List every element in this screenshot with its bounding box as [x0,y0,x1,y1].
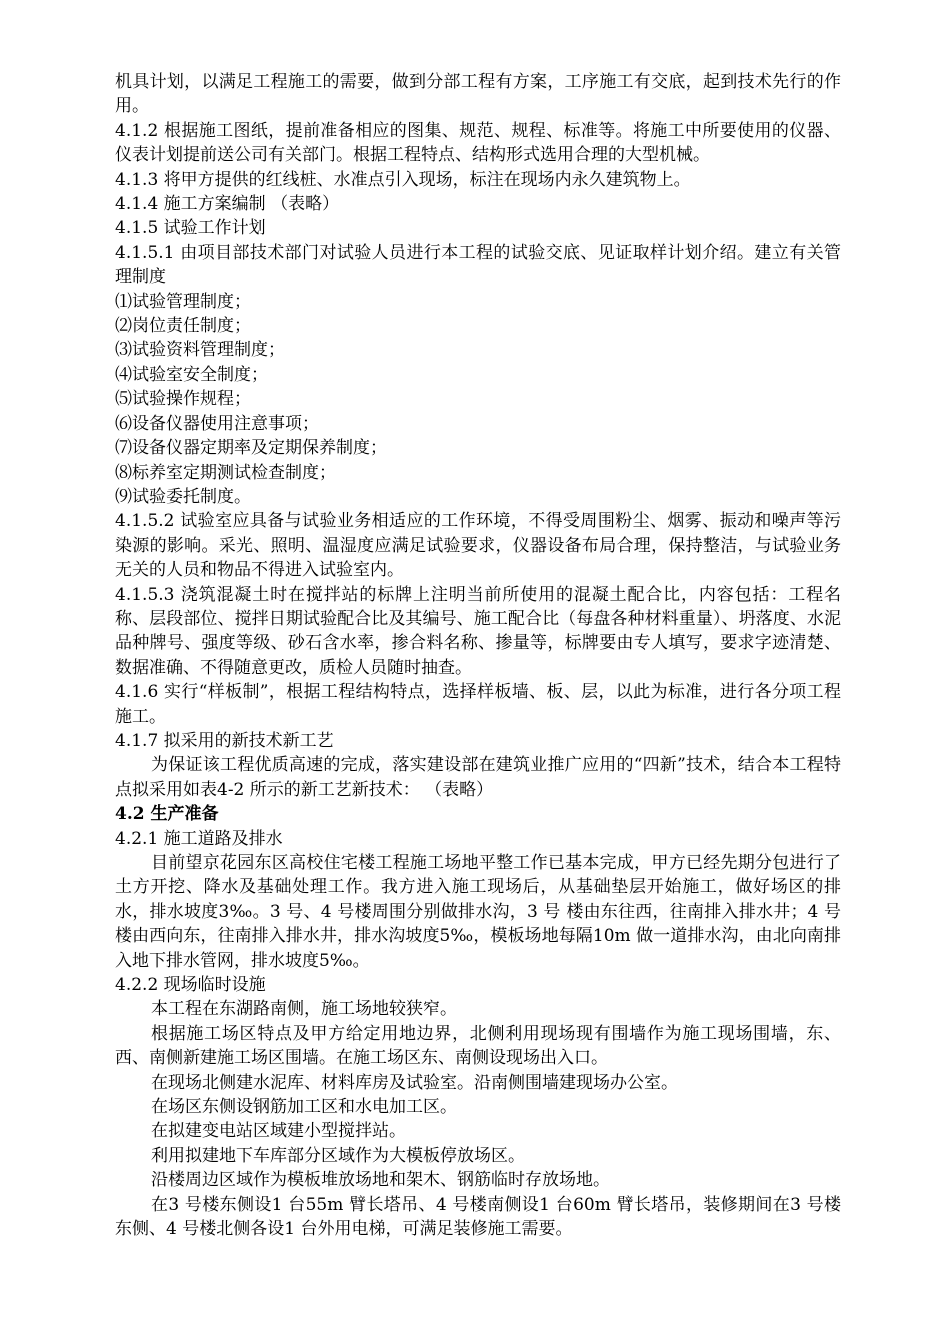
heading-4-1-5-2: 4.1.5.2 试验室应具备与试验业务相适应的工作环境，不得受周围粉尘、烟雾、振动和噪声等污染源的影响。采光、照明、温湿度应满足试验要求，仪器设备布局合理，保持整洁，与试验业务无关的人员和物品不得进入试验室内。 [115,511,841,581]
heading-4-2-2: 4.2.2 现场临时设施 [115,975,266,996]
heading-4-2-1: 4.2.1 施工道路及排水 [115,828,283,849]
heading-4-1-5-1: 4.1.5.1 由项目部技术部门对试验人员进行本工程的试验交底、见证取样计划介绍。建立有关管理制度 [115,242,841,288]
heading-4-1-5-3: 4.1.5.3 浇筑混凝土时在搅拌站的标牌上注明当前所使用的混凝土配合比，内容包括：工程名称、层段部位、搅拌日期试验配合比及其编号、施工配合比（每盘各种材料重量）、坍落度、水泥品种牌号、强度等级、砂石含水率，掺合料名称、掺量等，标牌要由专人填写，要求字迹清楚、数据准确、不得随意更改，质检人员随时抽查。 [115,584,841,678]
list-item: ⑶试验资料管理制度； [115,340,285,361]
list-item: ⑴试验管理制度； [115,291,251,312]
paragraph-4-2-2-body: 在拟建变电站区域建小型搅拌站。 [151,1121,406,1142]
heading-4-1-3: 4.1.3 将甲方提供的红线桩、水准点引入现场，标注在现场内永久建筑物上。 [115,169,691,190]
list-item: ⑵岗位责任制度； [115,316,251,337]
list-item: ⑷试验室安全制度； [115,364,268,385]
paragraph-4-2-2-body: 本工程在东湖路南侧，施工场地较狭窄。 [151,999,457,1020]
paragraph-4-2-2-body: 在现场北侧建水泥库、材料库房及试验室。沿南侧围墙建现场办公室。 [151,1072,678,1093]
heading-4-1-4: 4.1.4 施工方案编制 （表略） [115,194,340,215]
paragraph-4-2-2-body: 根据施工场区特点及甲方给定用地边界，北侧利用现场现有围墙作为施工现场围墙，东、西、南侧新建施工场区围墙。在施工场区东、南侧设现场出入口。 [115,1023,841,1069]
section-heading-4-2: 4.2 生产准备 [115,804,219,825]
heading-4-1-5: 4.1.5 试验工作计划 [115,218,266,239]
paragraph-4-1-7-body: 为保证该工程优质高速的完成，落实建设部在建筑业推广应用的“四新”技术，结合本工程特点拟采用如表4-2 所示的新工艺新技术： （表略） [115,755,841,800]
list-item: ⑺设备仪器定期率及定期保养制度； [115,438,387,459]
list-item: ⑻标养室定期测试检查制度； [115,462,336,483]
paragraph-4-2-2-body: 在场区东侧设钢筋加工区和水电加工区。 [151,1097,457,1118]
list-item: ⑸试验操作规程； [115,389,251,410]
paragraph-4-2-2-body: 利用拟建地下车库部分区域作为大模板停放场区。 [151,1145,525,1166]
paragraph-4-2-1-body: 目前望京花园东区高校住宅楼工程施工场地平整工作已基本完成，甲方已经先期分包进行了土方开挖、降水及基础处理工作。我方进入施工现场后，从基础垫层开始施工，做好场区的排水，排水坡度3‰。3 号、4 号楼周围分别做排水沟，3 号 楼由东往西，往南排入排水井；4 号楼由西向东，往南排入排水井，排水沟坡度5‰，模板场地每隔10m 做一道排水沟，由北向南排入地下排水管网，排水坡度5‰。 [115,853,841,971]
list-item: ⑹设备仪器使用注意事项； [115,413,319,434]
paragraph-intro: 机具计划，以满足工程施工的需要，做到分部工程有方案，工序施工有交底，起到技术先行的作用。 [115,72,841,117]
paragraph-4-2-2-body: 沿楼周边区域作为模板堆放场地和架木、钢筋临时存放场地。 [151,1170,610,1191]
document-body [115,70,841,1242]
paragraph-4-2-2-body: 在3 号楼东侧设1 台55m 臂长塔吊、4 号楼南侧设1 台60m 臂长塔吊，装修期间在3 号楼东侧、4 号楼北侧各设1 台外用电梯，可满足装修施工需要。 [115,1194,841,1240]
heading-4-1-2: 4.1.2 根据施工图纸，提前准备相应的图集、规范、规程、标准等。将施工中所要使用的仪器、仪表计划提前送公司有关部门。根据工程特点、结构形式选用合理的大型机械。 [115,120,841,166]
heading-4-1-7: 4.1.7 拟采用的新技术新工艺 [115,730,334,751]
heading-4-1-6: 4.1.6 实行“样板制”，根据工程结构特点，选择样板墙、板、层，以此为标准，进行各分项工程施工。 [115,682,841,727]
list-item: ⑼试验委托制度。 [115,486,251,507]
